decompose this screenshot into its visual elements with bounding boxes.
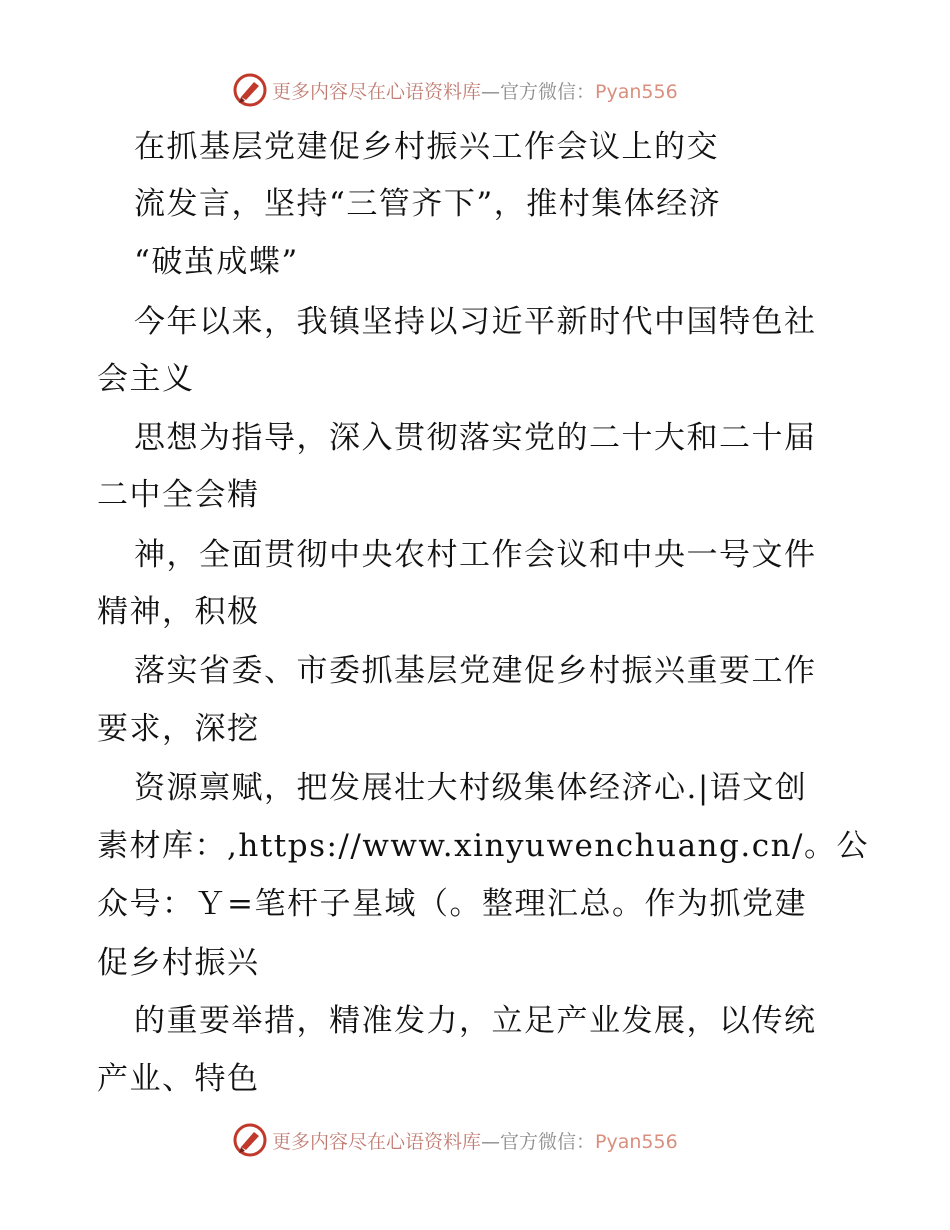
- body-line: 众号：Ｙ=笔杆子星域（。整理汇总。作为抓党建: [97, 886, 807, 922]
- body-line: 要求，深挖: [97, 711, 260, 747]
- body-line: 二中全会精: [97, 477, 260, 513]
- body-line: 产业、特色: [97, 1061, 260, 1097]
- body-line: 资源禀赋，把发展壮大村级集体经济心.|语文创: [134, 770, 808, 806]
- banner-separator: —: [481, 80, 501, 103]
- banner-wechat-id: Pyan556: [595, 1130, 678, 1153]
- banner-wechat-id: Pyan556: [595, 80, 678, 103]
- body-line: 思想为指导，深入贯彻落实党的二十大和二十届: [134, 420, 817, 456]
- banner-main-text: 更多内容尽在心语资料库: [272, 80, 482, 103]
- banner-sub-text: 官方微信：: [500, 1130, 596, 1153]
- pen-logo-icon: [232, 1122, 268, 1158]
- footer-banner: [232, 1120, 712, 1160]
- body-line: 素材库：,https://www.xinyuwenchuang.cn/。公: [97, 828, 869, 864]
- body-line: 落实省委、市委抓基层党建促乡村振兴重要工作: [134, 653, 817, 689]
- body-line: 会主义: [97, 361, 195, 397]
- body-line: 在抓基层党建促乡村振兴工作会议上的交: [134, 129, 719, 165]
- body-line: 精神，积极: [97, 594, 260, 630]
- banner-sub-text: 官方微信：: [500, 80, 596, 103]
- body-line: 流发言，坚持“三管齐下”，推村集体经济: [134, 186, 722, 222]
- body-line: 今年以来，我镇坚持以习近平新时代中国特色社: [134, 304, 817, 340]
- banner-main-text: 更多内容尽在心语资料库: [272, 1130, 482, 1153]
- body-line: 神，全面贯彻中央农村工作会议和中央一号文件: [134, 537, 817, 573]
- banner-text: [272, 1127, 678, 1154]
- body-line: 促乡村振兴: [97, 945, 260, 981]
- body-line: “破茧成蝶”: [134, 244, 299, 280]
- banner-separator: —: [481, 1130, 501, 1153]
- body-line: 的重要举措，精准发力，立足产业发展，以传统: [134, 1003, 817, 1039]
